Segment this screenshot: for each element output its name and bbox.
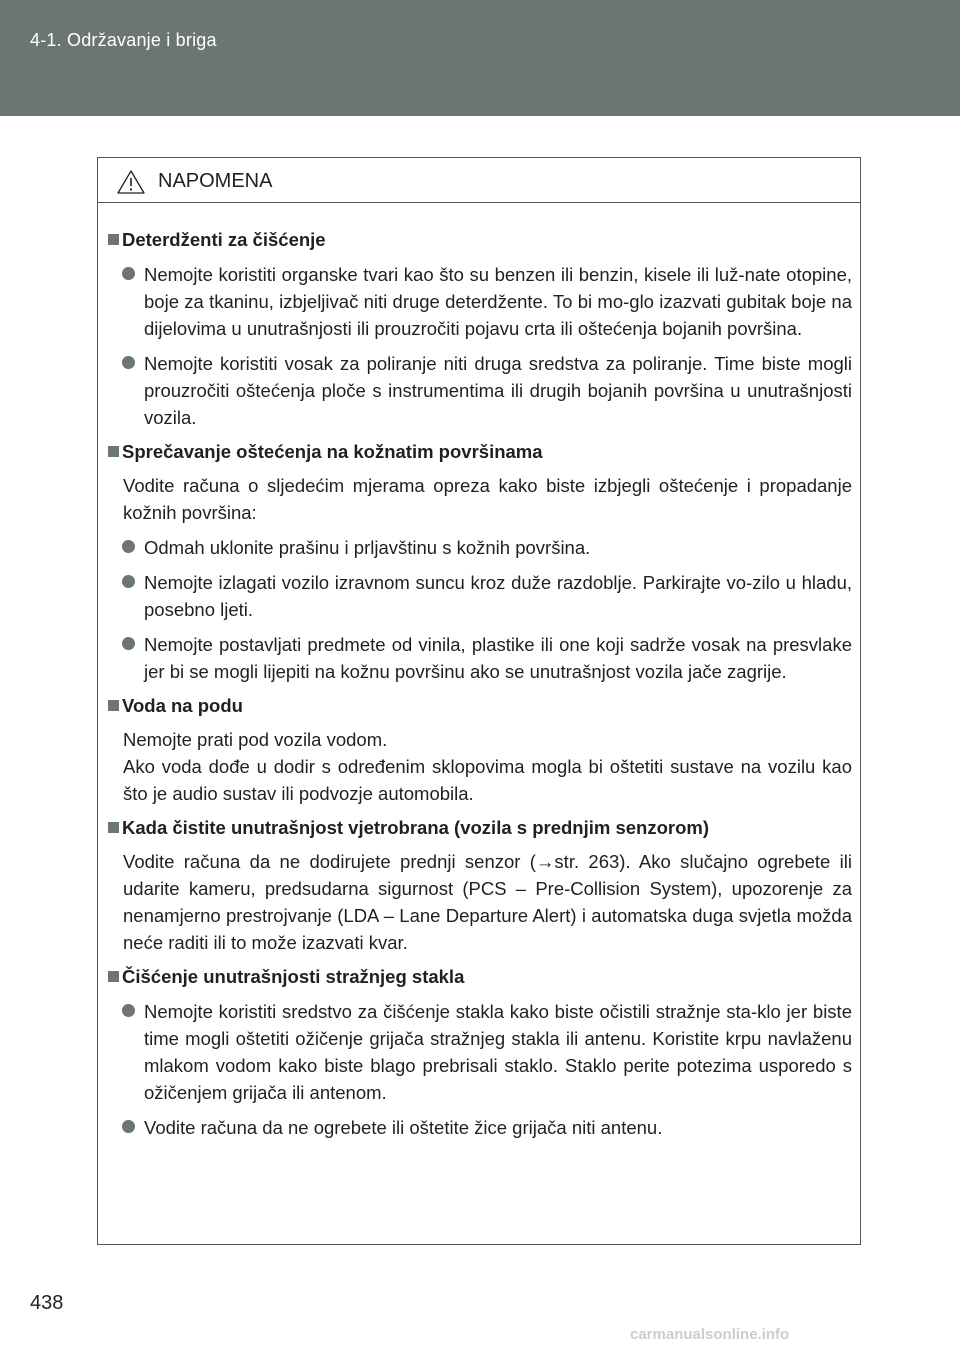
bullet-text: Nemojte koristiti vosak za poliranje niti druga sredstva za poliranje. Time biste mogli prouzročiti oštećenja ploče s instrumentima ili drugih bojanih površina u unutrašnjosti vozila. [144,353,852,428]
section-title: Kada čistite unutrašnjost vjetrobrana (vozila s prednjim senzorom) [108,815,852,841]
section-paragraph: Ako voda dođe u dodir s određenim sklopovima mogla bi oštetiti sustave na vozilu kao što je audio sustav ili podvozje automobila. [123,756,852,804]
watermark: carmanualsonline.info [630,1326,790,1343]
bullet-text: Nemojte postavljati predmete od vinila, plastike ili one koji sadrže vosak na presvlake jer bi se mogli lijepiti na kožnu površinu ako se unutrašnjost vozila jače zagrije. [144,634,852,682]
bullet-item [108,350,852,431]
bullet-dot-icon [122,267,135,280]
section-paragraph: Nemojte prati pod vozila vodom. [123,729,388,750]
section-title: Deterdženti za čišćenje [108,227,852,253]
bullet-dot-icon [122,540,135,553]
section-paragraph: Vodite računa o sljedećim mjerama opreza kako biste izbjegli oštećenje i propadanje kožnih površina: [123,475,852,523]
bullet-dot-icon [122,356,135,369]
bullet-text: Nemojte koristiti organske tvari kao što su benzen ili benzin, kisele ili luž-nate otopine, boje za tkaninu, izbjeljivač niti druge deterdžente. To bi mo-glo izazvati gubitak boje na dijelovima u unutrašnjosti ili prouzročiti pojavu crta ili oštećenja bojanih površina. [144,264,852,339]
bullet-item [108,631,852,685]
header-bar [0,0,960,116]
bullet-text: Vodite računa da ne ogrebete ili oštetite žice grijača niti antenu. [144,1117,663,1138]
section-title: Voda na podu [108,693,852,719]
note-box [97,157,861,1245]
bullet-item [108,998,852,1106]
bullet-item [108,534,852,561]
bullet-dot-icon [122,637,135,650]
section-title: Sprečavanje oštećenja na kožnatim površinama [108,439,852,465]
warning-icon [116,169,146,195]
bullet-text: Odmah uklonite prašinu i prljavštinu s kožnih površina. [144,537,591,558]
note-content [98,203,860,1141]
bullet-dot-icon [122,1004,135,1017]
bullet-dot-icon [122,575,135,588]
bullet-dot-icon [122,1120,135,1133]
note-header [98,158,860,203]
bullet-text: Nemojte izlagati vozilo izravnom suncu kroz duže razdoblje. Parkirajte vo-zilo u hladu, posebno ljeti. [144,572,852,620]
section-title: Čišćenje unutrašnjosti stražnjeg stakla [108,964,852,990]
section-paragraph: Vodite računa da ne dodirujete prednji senzor (→str. 263). Ako slučajno ogrebete ili udarite kameru, predsudarna sigurnost (PCS – Pre-Collision System), upozorenje za nenamjerno prestrojvanje (LDA – Lane Departure Alert) i automatska duga svjetla možda neće raditi ili to može izazvati kvar. [123,851,852,953]
bullet-item [108,569,852,623]
bullet-item [108,261,852,342]
note-title: NAPOMENA [158,170,273,192]
bullet-item [108,1114,852,1141]
chapter-title: 4-1. Održavanje i briga [30,30,217,50]
bullet-text: Nemojte koristiti sredstvo za čišćenje stakla kako biste očistili stražnje sta-klo jer biste time mogli oštetiti ožičenje grijača stražnjeg stakla ili antenu. Koristite krpu navlaženu mlakom vodom kako biste blago prebrisali staklo. Staklo perite potezima usporedo s ožičenjem grijača ili antenom. [144,1001,852,1103]
page-number: 438 [30,1292,64,1314]
